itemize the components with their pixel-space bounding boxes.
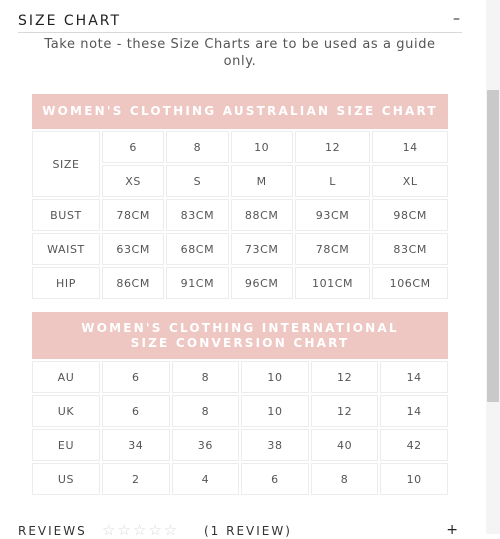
row-label: EU	[32, 429, 100, 461]
row-label: WAIST	[32, 233, 100, 265]
table-cell: 78CM	[295, 233, 371, 265]
scrollbar-thumb[interactable]	[487, 90, 499, 402]
table-cell: 83CM	[166, 199, 228, 231]
row-label: BUST	[32, 199, 100, 231]
table-cell: 2	[102, 463, 170, 495]
table-cell: 40	[311, 429, 379, 461]
table-cell: 88CM	[231, 199, 293, 231]
table-cell: 83CM	[372, 233, 448, 265]
table-row	[32, 395, 448, 427]
size-number: 14	[372, 131, 448, 163]
international-chart-title: WOMEN'S CLOTHING INTERNATIONAL SIZE CONVERSION CHART	[32, 312, 448, 359]
table-cell: 106CM	[372, 267, 448, 299]
table-cell: 34	[102, 429, 170, 461]
expand-icon[interactable]: +	[446, 522, 460, 538]
table-row	[32, 131, 448, 163]
size-number: 6	[102, 131, 164, 163]
row-label: AU	[32, 361, 100, 393]
table-cell: 8	[172, 395, 240, 427]
table-cell: 86CM	[102, 267, 164, 299]
table-cell: 6	[102, 395, 170, 427]
table-cell: 96CM	[231, 267, 293, 299]
table-cell: 8	[311, 463, 379, 495]
size-letter: L	[295, 165, 371, 197]
table-cell: 10	[241, 361, 309, 393]
row-label: HIP	[32, 267, 100, 299]
size-letter: XL	[372, 165, 448, 197]
table-row	[32, 429, 448, 461]
table-cell: 36	[172, 429, 240, 461]
table-cell: 12	[311, 395, 379, 427]
australian-chart-title: WOMEN'S CLOTHING AUSTRALIAN SIZE CHART	[32, 94, 448, 129]
size-chart-note: Take note - these Size Charts are to be used as a guide only.	[44, 37, 436, 69]
reviews-label: REVIEWS	[18, 524, 87, 538]
size-number: 10	[231, 131, 293, 163]
table-row	[32, 361, 448, 393]
table-cell: 78CM	[102, 199, 164, 231]
table-cell: 14	[380, 395, 448, 427]
table-row	[32, 267, 448, 299]
size-chart-title: SIZE CHART	[18, 13, 122, 29]
australian-size-table	[30, 92, 450, 301]
size-letter: S	[166, 165, 228, 197]
table-row	[32, 233, 448, 265]
size-chart-header[interactable]	[18, 12, 462, 33]
table-cell: 63CM	[102, 233, 164, 265]
table-cell: 42	[380, 429, 448, 461]
table-cell: 12	[311, 361, 379, 393]
row-label: UK	[32, 395, 100, 427]
table-cell: 68CM	[166, 233, 228, 265]
table-cell: 73CM	[231, 233, 293, 265]
review-count: (1 REVIEW)	[204, 524, 292, 538]
table-cell: 6	[102, 361, 170, 393]
collapse-icon[interactable]: –	[453, 11, 460, 27]
table-cell: 10	[241, 395, 309, 427]
row-label: US	[32, 463, 100, 495]
size-letter: M	[231, 165, 293, 197]
star-rating-icon: ☆☆☆☆☆	[102, 521, 180, 539]
international-size-table	[30, 310, 450, 497]
table-row	[32, 199, 448, 231]
table-cell: 101CM	[295, 267, 371, 299]
table-cell: 98CM	[372, 199, 448, 231]
table-cell: 91CM	[166, 267, 228, 299]
table-cell: 14	[380, 361, 448, 393]
table-cell: 4	[172, 463, 240, 495]
size-number: 8	[166, 131, 228, 163]
table-cell: 93CM	[295, 199, 371, 231]
table-cell: 10	[380, 463, 448, 495]
size-label: SIZE	[32, 131, 100, 197]
table-row	[32, 463, 448, 495]
table-cell: 8	[172, 361, 240, 393]
table-cell: 6	[241, 463, 309, 495]
size-letter: XS	[102, 165, 164, 197]
table-cell: 38	[241, 429, 309, 461]
size-number: 12	[295, 131, 371, 163]
reviews-header[interactable]	[18, 521, 462, 539]
